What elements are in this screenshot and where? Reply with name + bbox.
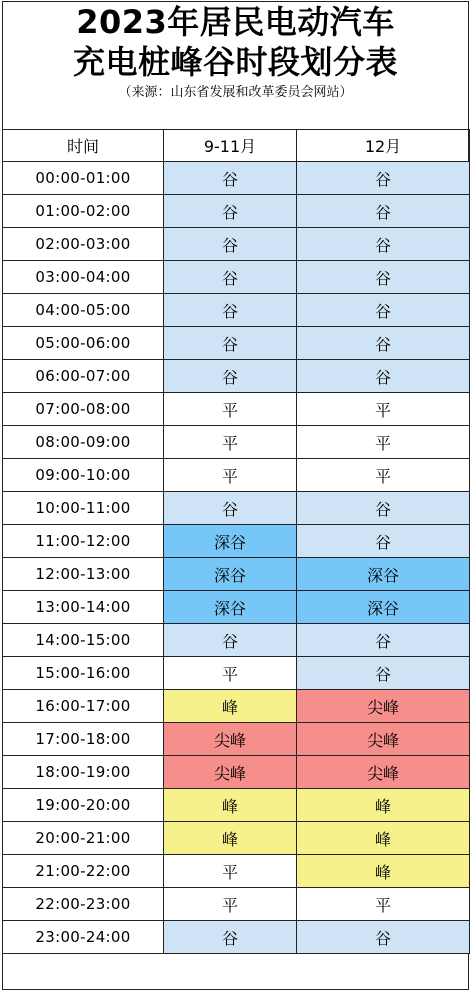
table-row xyxy=(3,558,470,591)
table-row xyxy=(3,624,470,657)
table-row xyxy=(3,492,470,525)
table-row xyxy=(3,195,470,228)
dec-level-cell: 谷 xyxy=(297,657,470,690)
table-row xyxy=(3,426,470,459)
table-row xyxy=(3,855,470,888)
table-row xyxy=(3,294,470,327)
time-cell: 06:00-07:00 xyxy=(3,360,164,393)
dec-level-cell: 谷 xyxy=(297,162,470,195)
sep-nov-level-cell: 深谷 xyxy=(164,591,297,624)
table-row xyxy=(3,822,470,855)
sep-nov-level-cell: 谷 xyxy=(164,360,297,393)
table-row xyxy=(3,657,470,690)
time-cell: 00:00-01:00 xyxy=(3,162,164,195)
dec-level-cell: 平 xyxy=(297,459,470,492)
time-cell: 01:00-02:00 xyxy=(3,195,164,228)
time-cell: 18:00-19:00 xyxy=(3,756,164,789)
title-line-1: 2023年居民电动汽车 xyxy=(76,3,395,41)
dec-level-cell: 峰 xyxy=(297,822,470,855)
sep-nov-level-cell: 平 xyxy=(164,426,297,459)
table-row xyxy=(3,360,470,393)
sep-nov-level-cell: 谷 xyxy=(164,162,297,195)
time-cell: 03:00-04:00 xyxy=(3,261,164,294)
dec-level-cell: 谷 xyxy=(297,327,470,360)
source-note: （来源：山东省发展和改革委员会网站） xyxy=(118,85,353,100)
table-row xyxy=(3,459,470,492)
header-dec: 12月 xyxy=(297,130,470,162)
table-row xyxy=(3,327,470,360)
sep-nov-level-cell: 谷 xyxy=(164,492,297,525)
sep-nov-level-cell: 谷 xyxy=(164,327,297,360)
sep-nov-level-cell: 平 xyxy=(164,657,297,690)
sep-nov-level-cell: 平 xyxy=(164,459,297,492)
time-cell: 23:00-24:00 xyxy=(3,921,164,954)
table-row xyxy=(3,393,470,426)
time-cell: 11:00-12:00 xyxy=(3,525,164,558)
table-row xyxy=(3,162,470,195)
sep-nov-level-cell: 谷 xyxy=(164,921,297,954)
time-cell: 20:00-21:00 xyxy=(3,822,164,855)
sep-nov-level-cell: 平 xyxy=(164,888,297,921)
title-line-2: 充电桩峰谷时段划分表 xyxy=(72,43,398,81)
table-body xyxy=(3,162,470,954)
dec-level-cell: 尖峰 xyxy=(297,690,470,723)
sep-nov-level-cell: 谷 xyxy=(164,261,297,294)
sep-nov-level-cell: 深谷 xyxy=(164,525,297,558)
table-row xyxy=(3,789,470,822)
table-row xyxy=(3,261,470,294)
dec-level-cell: 平 xyxy=(297,888,470,921)
dec-level-cell: 谷 xyxy=(297,294,470,327)
table-row xyxy=(3,591,470,624)
time-cell: 19:00-20:00 xyxy=(3,789,164,822)
table-row xyxy=(3,723,470,756)
dec-level-cell: 谷 xyxy=(297,195,470,228)
time-cell: 12:00-13:00 xyxy=(3,558,164,591)
dec-level-cell: 深谷 xyxy=(297,558,470,591)
sep-nov-level-cell: 谷 xyxy=(164,195,297,228)
time-cell: 13:00-14:00 xyxy=(3,591,164,624)
table-row xyxy=(3,228,470,261)
time-cell: 07:00-08:00 xyxy=(3,393,164,426)
dec-level-cell: 谷 xyxy=(297,921,470,954)
dec-level-cell: 平 xyxy=(297,393,470,426)
sep-nov-level-cell: 平 xyxy=(164,855,297,888)
time-cell: 04:00-05:00 xyxy=(3,294,164,327)
time-cell: 22:00-23:00 xyxy=(3,888,164,921)
table-header-row xyxy=(3,130,470,162)
table-row xyxy=(3,690,470,723)
dec-level-cell: 谷 xyxy=(297,525,470,558)
dec-level-cell: 峰 xyxy=(297,855,470,888)
time-cell: 08:00-09:00 xyxy=(3,426,164,459)
table-row xyxy=(3,525,470,558)
time-cell: 17:00-18:00 xyxy=(3,723,164,756)
dec-level-cell: 谷 xyxy=(297,261,470,294)
table-row xyxy=(3,921,470,954)
time-cell: 05:00-06:00 xyxy=(3,327,164,360)
sep-nov-level-cell: 谷 xyxy=(164,624,297,657)
time-cell: 02:00-03:00 xyxy=(3,228,164,261)
dec-level-cell: 深谷 xyxy=(297,591,470,624)
sep-nov-level-cell: 谷 xyxy=(164,228,297,261)
sep-nov-level-cell: 平 xyxy=(164,393,297,426)
time-cell: 10:00-11:00 xyxy=(3,492,164,525)
time-cell: 21:00-22:00 xyxy=(3,855,164,888)
sep-nov-level-cell: 尖峰 xyxy=(164,723,297,756)
dec-level-cell: 谷 xyxy=(297,492,470,525)
tou-period-table xyxy=(2,129,470,954)
dec-level-cell: 谷 xyxy=(297,228,470,261)
dec-level-cell: 谷 xyxy=(297,360,470,393)
sep-nov-level-cell: 峰 xyxy=(164,789,297,822)
sep-nov-level-cell: 深谷 xyxy=(164,558,297,591)
header-time: 时间 xyxy=(3,130,164,162)
time-cell: 16:00-17:00 xyxy=(3,690,164,723)
schedule-sheet xyxy=(2,1,469,990)
time-cell: 09:00-10:00 xyxy=(3,459,164,492)
time-cell: 14:00-15:00 xyxy=(3,624,164,657)
sep-nov-level-cell: 峰 xyxy=(164,690,297,723)
dec-level-cell: 平 xyxy=(297,426,470,459)
dec-level-cell: 尖峰 xyxy=(297,723,470,756)
dec-level-cell: 尖峰 xyxy=(297,756,470,789)
time-cell: 15:00-16:00 xyxy=(3,657,164,690)
sep-nov-level-cell: 谷 xyxy=(164,294,297,327)
dec-level-cell: 峰 xyxy=(297,789,470,822)
table-row xyxy=(3,888,470,921)
dec-level-cell: 谷 xyxy=(297,624,470,657)
sep-nov-level-cell: 尖峰 xyxy=(164,756,297,789)
sep-nov-level-cell: 峰 xyxy=(164,822,297,855)
table-row xyxy=(3,756,470,789)
header-sep-nov: 9-11月 xyxy=(164,130,297,162)
